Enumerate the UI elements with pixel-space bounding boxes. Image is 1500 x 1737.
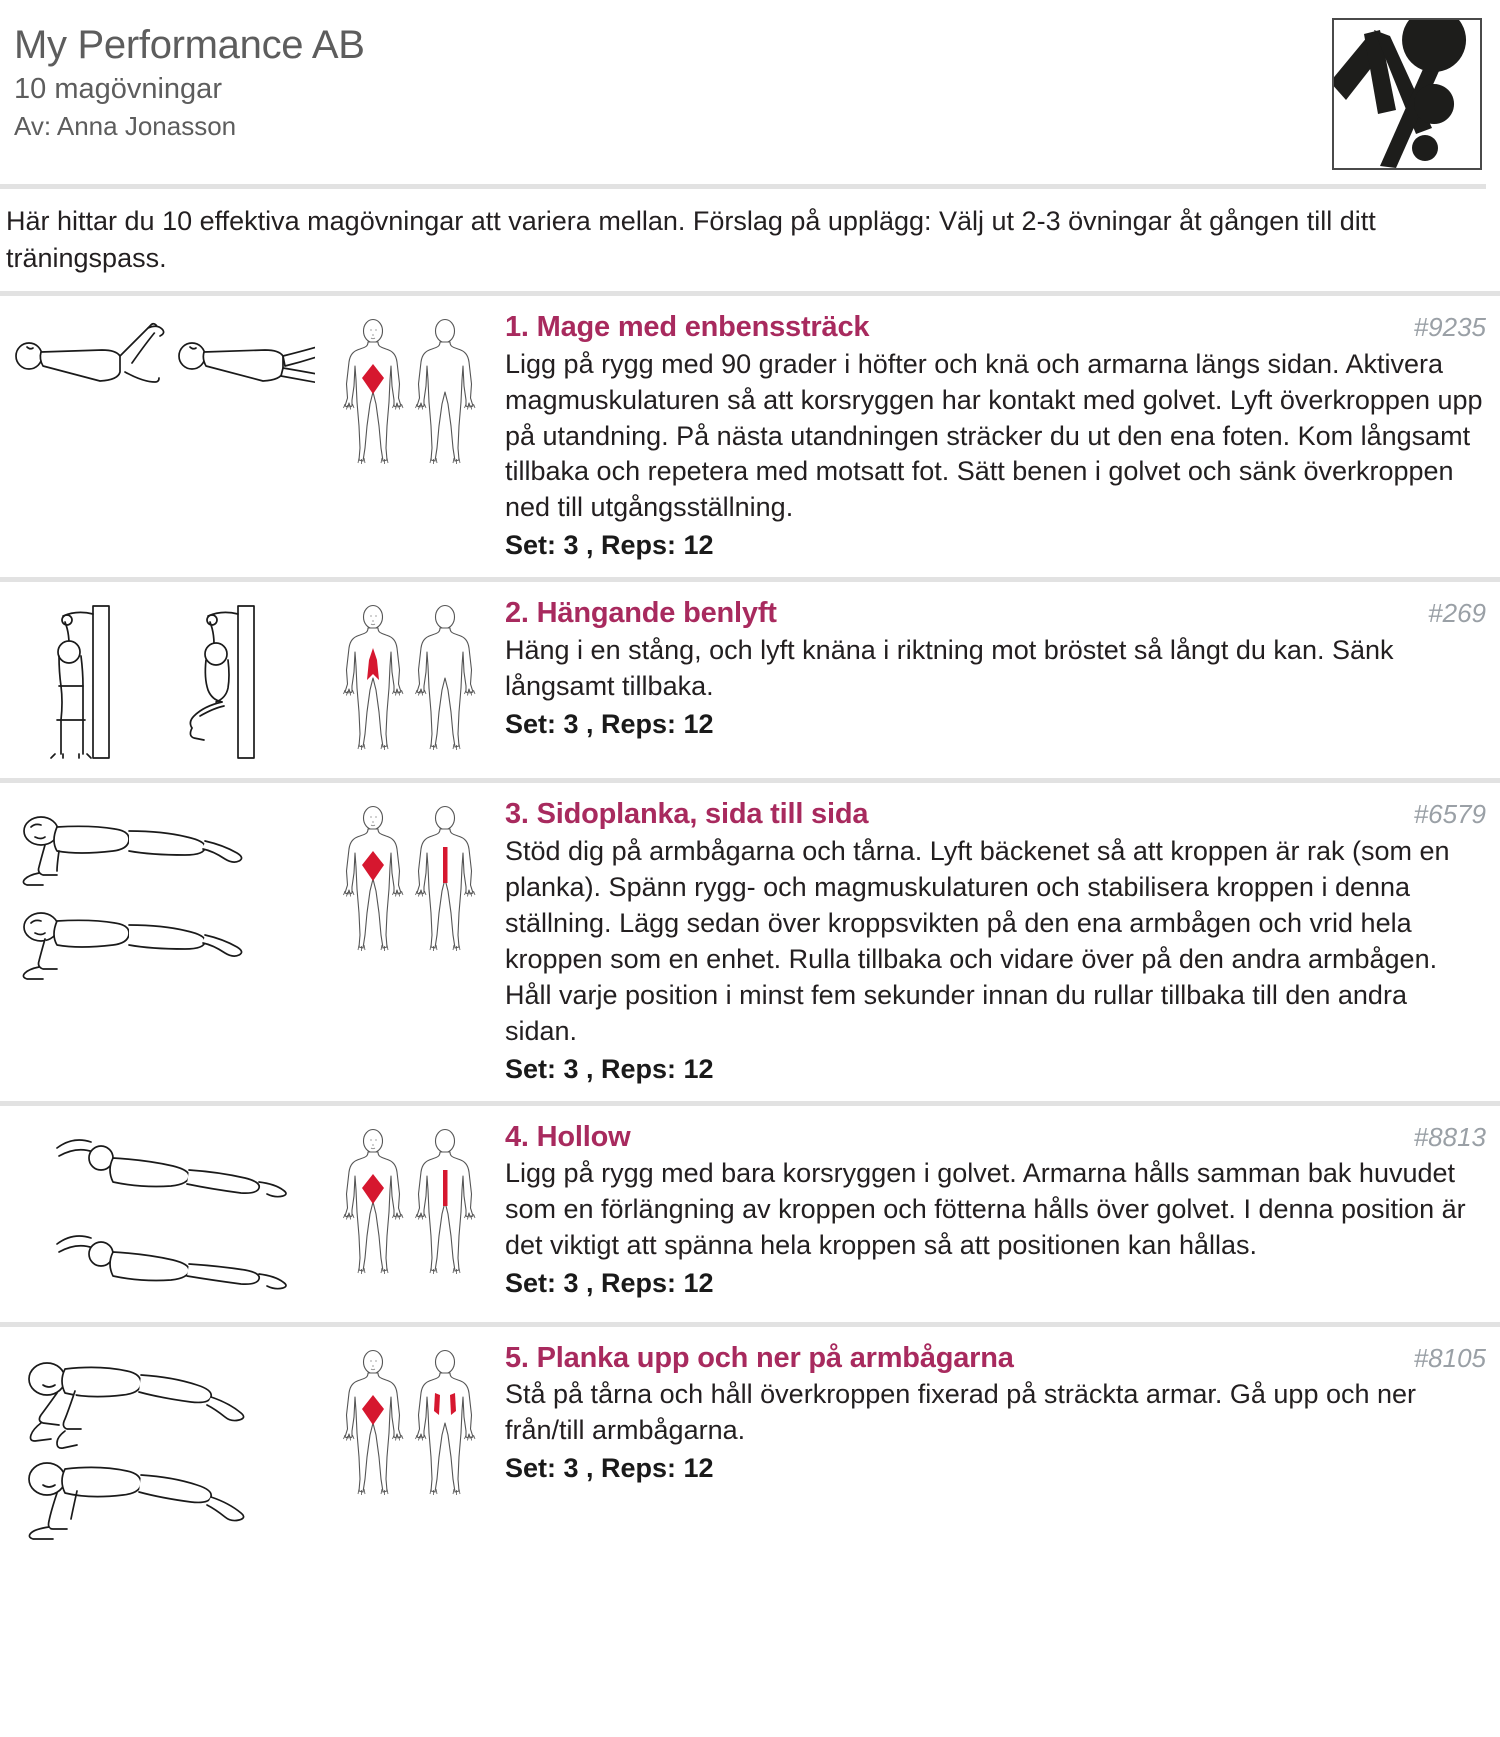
exercise-figure <box>0 596 320 762</box>
exercise-sets-reps: Set: 3 , Reps: 12 <box>505 530 714 561</box>
my-logo-icon <box>1332 18 1482 170</box>
exercise-id: #269 <box>1428 598 1486 629</box>
exercise-figure <box>0 1120 320 1306</box>
exercise-row <box>0 1106 1500 1322</box>
exercise-id: #8105 <box>1413 1342 1486 1373</box>
exercise-id: #8813 <box>1413 1121 1486 1152</box>
anatomy-diagram <box>338 604 488 759</box>
anatomy-diagram <box>338 1349 488 1504</box>
exercise-details <box>505 797 1500 1084</box>
exercise-header <box>505 310 1486 345</box>
muscle-map <box>320 1120 505 1283</box>
exercise-title: 2. Hängande benlyft <box>505 597 777 630</box>
exercise-row <box>0 582 1500 778</box>
exercise-header <box>505 596 1486 631</box>
anatomy-diagram <box>338 805 488 960</box>
exercise-details <box>505 596 1500 740</box>
exercise-title: 1. Mage med enbenssträck <box>505 310 870 343</box>
exercise-id: #6579 <box>1413 799 1486 830</box>
muscle-map <box>320 596 505 759</box>
document-header <box>0 0 1500 170</box>
exercise-description: Stå på tårna och håll överkroppen fixerad på sträckta armar. Gå upp och ner från/till armbågarna. <box>505 1379 1417 1446</box>
exercise-header <box>505 1120 1486 1155</box>
exercise-sets-reps: Set: 3 , Reps: 12 <box>505 708 714 739</box>
exercise-sets-reps: Set: 3 , Reps: 12 <box>505 1453 714 1484</box>
anatomy-diagram <box>338 318 488 473</box>
company-name: My Performance AB <box>14 23 365 67</box>
exercise-header <box>505 1341 1486 1376</box>
exercise-title: 5. Planka upp och ner på armbågarna <box>505 1341 1014 1374</box>
exercise-illustration <box>5 316 315 426</box>
exercise-illustration <box>5 803 315 993</box>
header-text-block <box>14 18 365 143</box>
exercise-list <box>0 291 1500 1563</box>
exercise-details <box>505 1341 1500 1485</box>
exercise-figure <box>0 797 320 993</box>
document-author: Av: Anna Jonasson <box>14 111 237 142</box>
exercise-sets-reps: Set: 3 , Reps: 12 <box>505 1268 714 1299</box>
page-title: 10 magövningar <box>14 73 222 105</box>
anatomy-diagram <box>338 1128 488 1283</box>
intro-paragraph: Här hittar du 10 effektiva magövningar att variera mellan. Förslag på upplägg: Välj ut 2-3 övningar åt gången till ditt träningspass. <box>6 206 1376 273</box>
exercise-title: 4. Hollow <box>505 1120 631 1153</box>
muscle-map <box>320 797 505 960</box>
exercise-title: 3. Sidoplanka, sida till sida <box>505 798 869 831</box>
exercise-description: Häng i en stång, och lyft knäna i riktning mot bröstet så långt du kan. Sänk långsamt tillbaka. <box>505 635 1394 701</box>
exercise-illustration <box>5 602 315 762</box>
exercise-description: Stöd dig på armbågarna och tårna. Lyft bäckenet så att kroppen är rak (som en planka). Spänn rygg- och magmuskulaturen och stabilisera kroppen i denna ställning. Lägg sedan över kroppsvikten på den ena armbågen och vrid hela kroppen som en enhet. Rulla tillbaka och vidare över på den andra armbågen. Håll varje position i minst fem sekunder innan du rullar tillbaka till den andra sidan. <box>505 836 1450 1046</box>
muscle-map <box>320 1341 505 1504</box>
muscle-map <box>320 310 505 473</box>
exercise-row <box>0 296 1500 577</box>
exercise-row <box>0 783 1500 1100</box>
exercise-sets-reps: Set: 3 , Reps: 12 <box>505 1053 714 1084</box>
exercise-description: Ligg på rygg med bara korsryggen i golvet. Armarna hålls samman bak huvudet som en förlängning av kroppen och fötterna hålls över golvet. I denna position är det viktigt att spänna hela kroppen så att positionen kan hållas. <box>505 1158 1466 1261</box>
exercise-details <box>505 1120 1500 1300</box>
exercise-id: #9235 <box>1413 311 1486 342</box>
exercise-figure <box>0 310 320 426</box>
exercise-header <box>505 797 1486 832</box>
exercise-illustration <box>5 1347 315 1547</box>
exercise-figure <box>0 1341 320 1547</box>
exercise-description: Ligg på rygg med 90 grader i höfter och knä och armarna längs sidan. Aktivera magmuskulaturen så att korsryggen har kontakt med golvet. Lyft överkroppen upp på utandning. På nästa utandningen sträcker du ut den ena foten. Kom långsamt tillbaka och repetera med motsatt fot. Sätt benen i golvet och sänk överkroppen ned till utgångsställning. <box>505 348 1483 523</box>
exercise-details <box>505 310 1500 561</box>
exercise-illustration <box>5 1126 315 1306</box>
exercise-row <box>0 1327 1500 1563</box>
